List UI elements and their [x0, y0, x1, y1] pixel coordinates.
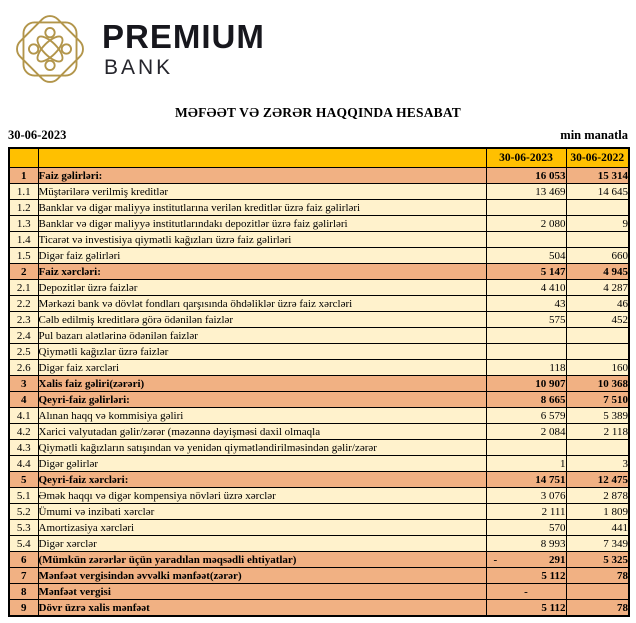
row-label-cell: Dövr üzrə xalis mənfəət: [38, 600, 486, 617]
table-row: [9, 408, 629, 424]
report-title: MƏFƏƏT VƏ ZƏRƏR HAQQINDA HESABAT: [174, 105, 462, 120]
row-number-cell: 4.4: [9, 456, 38, 472]
value-2022-cell: 10 368: [566, 376, 629, 392]
table-row: [9, 184, 629, 200]
row-label-cell: Cəlb edilmiş kreditlərə görə ödənilən faizlər: [38, 312, 486, 328]
table-row: [9, 504, 629, 520]
row-number-cell: 2.5: [9, 344, 38, 360]
report-date: 30-06-2023: [8, 128, 67, 142]
value-2023-cell: 2 080: [486, 216, 566, 232]
value-2023-cell: 14 751: [486, 472, 566, 488]
table-row: [9, 280, 629, 296]
row-label-cell: (Mümkün zərərlər üçün yaradılan məqsədli ehtiyatlar): [38, 552, 486, 568]
header-col-2022: 30-06-2022: [566, 148, 629, 168]
value-2022-cell: 660: [566, 248, 629, 264]
premium-bank-logo: [10, 10, 265, 88]
table-row: [9, 520, 629, 536]
row-label-cell: Qeyri-faiz xərcləri:: [38, 472, 486, 488]
table-row: [9, 328, 629, 344]
value-2022-cell: 78: [566, 600, 629, 617]
row-number-cell: 5.1: [9, 488, 38, 504]
row-label-cell: Ümumi və inzibati xərclər: [38, 504, 486, 520]
value-2022-cell: 2 118: [566, 424, 629, 440]
value-2022-cell: [566, 200, 629, 216]
table-row: [9, 424, 629, 440]
value-2023-cell: 6 579: [486, 408, 566, 424]
value-2023-cell: 2 084: [486, 424, 566, 440]
value-2023-cell: 575: [486, 312, 566, 328]
row-number-cell: 1.4: [9, 232, 38, 248]
value-2022-cell: 5 325: [566, 552, 629, 568]
value-2022-cell: 1 809: [566, 504, 629, 520]
row-number-cell: 2.6: [9, 360, 38, 376]
row-number-cell: 9: [9, 600, 38, 617]
value-2023-cell: 5 112: [486, 568, 566, 584]
value-2022-cell: 78: [566, 568, 629, 584]
value-2023-cell: [486, 200, 566, 216]
row-label-cell: Xarici valyutadan gəlir/zərər (məzənnə dəyişməsi daxil olmaqla: [38, 424, 486, 440]
row-number-cell: 8: [9, 584, 38, 600]
table-row: [9, 232, 629, 248]
row-number-cell: 1.5: [9, 248, 38, 264]
value-2023-cell: 570: [486, 520, 566, 536]
row-label-cell: Qeyri-faiz gəlirləri:: [38, 392, 486, 408]
report-unit: min manatla: [560, 128, 628, 142]
value-2023-cell: 1: [486, 456, 566, 472]
value-2022-cell: 14 645: [566, 184, 629, 200]
value-2023-cell: 5 112: [486, 600, 566, 617]
table-row: [9, 600, 629, 617]
row-label-cell: Müştərilərə verilmiş kreditlər: [38, 184, 486, 200]
table-row: [9, 584, 629, 600]
value-2023-cell: [486, 344, 566, 360]
row-number-cell: 4.1: [9, 408, 38, 424]
header-col-2023: 30-06-2023: [486, 148, 566, 168]
table-row: [9, 440, 629, 456]
row-number-cell: 7: [9, 568, 38, 584]
table-row: [9, 200, 629, 216]
value-2022-cell: [566, 584, 629, 600]
header-empty-label: [38, 148, 486, 168]
table-row: [9, 216, 629, 232]
row-number-cell: 1.3: [9, 216, 38, 232]
table-row: [9, 552, 629, 568]
value-2023-cell: 504: [486, 248, 566, 264]
row-number-cell: 1.1: [9, 184, 38, 200]
row-label-cell: Ticarət və investisiya qiymətli kağızları üzrə faiz gəlirləri: [38, 232, 486, 248]
value-2023-cell: 4 410: [486, 280, 566, 296]
value-2022-cell: 15 314: [566, 168, 629, 184]
row-label-cell: Digər faiz gəlirləri: [38, 248, 486, 264]
row-number-cell: 4.2: [9, 424, 38, 440]
row-label-cell: Alınan haqq və kommisiya gəliri: [38, 408, 486, 424]
table-header-row: [9, 148, 629, 168]
table-row: [9, 248, 629, 264]
header-empty-num: [9, 148, 38, 168]
value-2023-cell: 5 147: [486, 264, 566, 280]
row-label-cell: Mənfəət vergisindən əvvəlki mənfəət(zərər): [38, 568, 486, 584]
row-number-cell: 2.4: [9, 328, 38, 344]
table-row: [9, 456, 629, 472]
value-2022-cell: 4 287: [566, 280, 629, 296]
row-label-cell: Xalis faiz gəliri(zərəri): [38, 376, 486, 392]
value-2023-cell: [486, 440, 566, 456]
value-2023-cell: 43: [486, 296, 566, 312]
row-number-cell: 2.1: [9, 280, 38, 296]
table-row: [9, 392, 629, 408]
value-2023-cell: 3 076: [486, 488, 566, 504]
row-label-cell: Faiz gəlirləri:: [38, 168, 486, 184]
value-2022-cell: 7 349: [566, 536, 629, 552]
value-2023-cell: -: [486, 584, 566, 600]
table-row: [9, 168, 629, 184]
table-row: [9, 488, 629, 504]
value-2022-cell: 160: [566, 360, 629, 376]
value-2023-cell: 2 111: [486, 504, 566, 520]
bank-knot-icon: [10, 10, 90, 88]
row-label-cell: Faiz xərcləri:: [38, 264, 486, 280]
row-label-cell: Digər gəlirlər: [38, 456, 486, 472]
row-label-cell: Pul bazarı alətlərinə ödənilən faizlər: [38, 328, 486, 344]
row-number-cell: 5.2: [9, 504, 38, 520]
report-table-body: [9, 168, 629, 617]
table-row: [9, 472, 629, 488]
value-2023-cell: 13 469: [486, 184, 566, 200]
table-row: [9, 312, 629, 328]
row-number-cell: 5.4: [9, 536, 38, 552]
row-number-cell: 5.3: [9, 520, 38, 536]
value-2022-cell: 2 878: [566, 488, 629, 504]
report-meta: [8, 128, 628, 143]
value-2022-cell: [566, 440, 629, 456]
row-number-cell: 3: [9, 376, 38, 392]
value-2022-cell: 5 389: [566, 408, 629, 424]
row-number-cell: 4: [9, 392, 38, 408]
table-row: [9, 264, 629, 280]
row-number-cell: 6: [9, 552, 38, 568]
value-2022-cell: 441: [566, 520, 629, 536]
row-number-cell: 2.3: [9, 312, 38, 328]
value-2022-cell: 3: [566, 456, 629, 472]
value-2022-cell: 46: [566, 296, 629, 312]
row-label-cell: Banklar və digər maliyyə institutlarındakı depozitlər üzrə faiz gəlirləri: [38, 216, 486, 232]
row-label-cell: Mənfəət vergisi: [38, 584, 486, 600]
row-label-cell: Digər xərclər: [38, 536, 486, 552]
value-2023-cell: [486, 232, 566, 248]
table-row: [9, 360, 629, 376]
row-label-cell: Qiymətli kağızlar üzrə faizlər: [38, 344, 486, 360]
value-2023-cell: 8 665: [486, 392, 566, 408]
row-number-cell: 1.2: [9, 200, 38, 216]
value-2022-cell: [566, 232, 629, 248]
value-2023-cell: 118: [486, 360, 566, 376]
value-2023-cell: - 291: [486, 552, 566, 568]
value-2022-cell: [566, 328, 629, 344]
value-2022-cell: [566, 344, 629, 360]
row-label-cell: Depozitlər üzrə faizlər: [38, 280, 486, 296]
value-2022-cell: 12 475: [566, 472, 629, 488]
row-label-cell: Qiymətli kağızların satışından və yenidən qiymətləndirilməsindən gəlir/zərər: [38, 440, 486, 456]
brand-bank-text: BANK: [104, 56, 174, 79]
row-label-cell: Banklar və digər maliyyə institutlarına verilən kreditlər üzrə faiz gəlirləri: [38, 200, 486, 216]
value-2022-cell: 9: [566, 216, 629, 232]
table-row: [9, 536, 629, 552]
profit-loss-table: [8, 147, 630, 617]
value-2023-cell: [486, 328, 566, 344]
row-number-cell: 5: [9, 472, 38, 488]
value-2023-cell: 16 053: [486, 168, 566, 184]
value-2023-cell: 10 907: [486, 376, 566, 392]
row-label-cell: Mərkəzi bank və dövlət fondları qarşısında öhdəliklər üzrə faiz xərcləri: [38, 296, 486, 312]
row-number-cell: 2.2: [9, 296, 38, 312]
table-row: [9, 568, 629, 584]
table-row: [9, 344, 629, 360]
row-label-cell: Əmək haqqı və digər kompensiya növləri üzrə xərclər: [38, 488, 486, 504]
brand-premium-text: PREMIUM: [102, 18, 265, 55]
row-number-cell: 2: [9, 264, 38, 280]
value-2022-cell: 452: [566, 312, 629, 328]
table-row: [9, 376, 629, 392]
row-label-cell: Digər faiz xərcləri: [38, 360, 486, 376]
table-row: [9, 296, 629, 312]
row-number-cell: 4.3: [9, 440, 38, 456]
value-2022-cell: 4 945: [566, 264, 629, 280]
row-label-cell: Amortizasiya xərcləri: [38, 520, 486, 536]
value-2022-cell: 7 510: [566, 392, 629, 408]
value-2023-cell: 8 993: [486, 536, 566, 552]
brand-wordmark: [102, 20, 265, 78]
row-number-cell: 1: [9, 168, 38, 184]
